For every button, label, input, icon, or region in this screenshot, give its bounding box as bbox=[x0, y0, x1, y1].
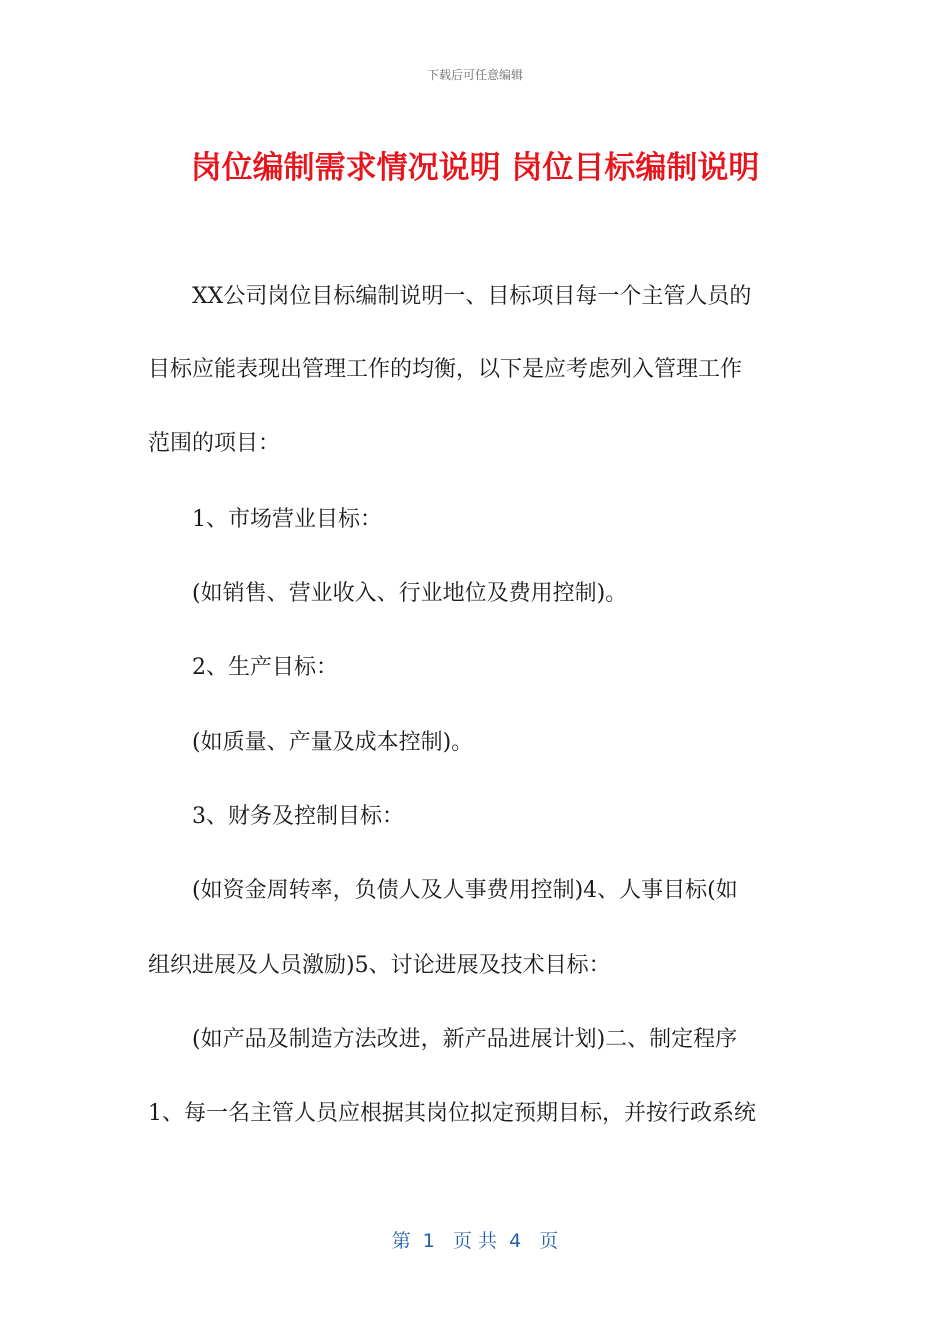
paragraph-line: 1、市场营业目标： bbox=[192, 507, 382, 532]
paragraph-line: (如资金周转率，负债人及人事费用控制)4、人事目标(如 bbox=[192, 878, 738, 903]
paragraph-line: 组织进展及人员激励)5、讨论进展及技术目标： bbox=[148, 953, 611, 978]
paragraph-line: (如销售、营业收入、行业地位及费用控制)。 bbox=[192, 581, 628, 606]
paragraph-line: 范围的项目： bbox=[148, 431, 281, 456]
paragraph-line: 目标应能表现出管理工作的均衡，以下是应考虑列入管理工作 bbox=[148, 357, 743, 382]
page-number-footer: 第 1 页 共 4 页 bbox=[391, 1230, 559, 1252]
paragraph-line: 2、生产目标： bbox=[192, 655, 338, 680]
paragraph-line: (如产品及制造方法改进，新产品进展计划)二、制定程序 bbox=[192, 1027, 738, 1052]
header-note: 下载后可任意编辑 bbox=[426, 68, 523, 82]
paragraph-line: 1、每一名主管人员应根据其岗位拟定预期目标，并按行政系统 bbox=[148, 1101, 756, 1126]
document-title: 岗位编制需求情况说明 岗位目标编制说明 bbox=[190, 150, 760, 186]
paragraph-line: (如质量、产量及成本控制)。 bbox=[192, 730, 474, 755]
paragraph-line: 3、财务及控制目标： bbox=[192, 804, 404, 829]
paragraph-line: XX公司岗位目标编制说明一、目标项目每一个主管人员的 bbox=[192, 284, 752, 309]
